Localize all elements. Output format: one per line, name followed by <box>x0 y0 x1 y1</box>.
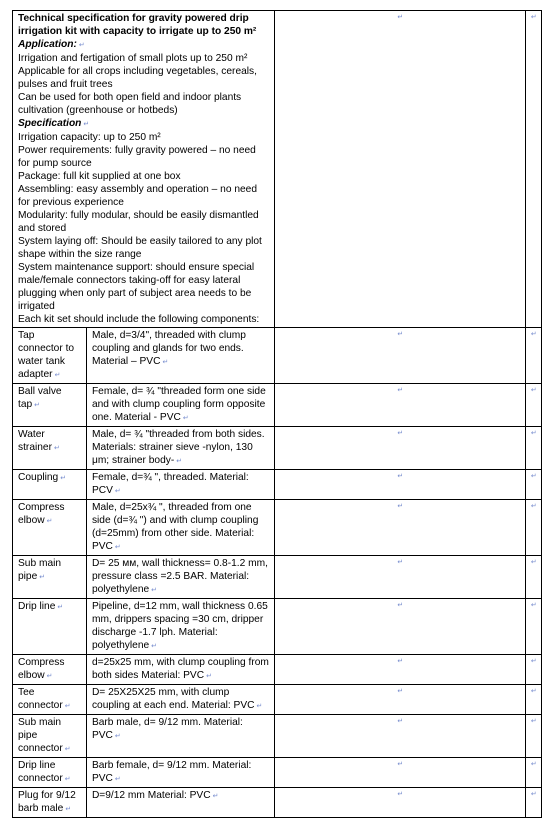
component-row <box>13 685 542 715</box>
component-description: D= 25 мм, wall thickness= 0.8-1.2 mm, pressure class =2.5 BAR. Material: polyethylene <box>91 558 268 595</box>
component-description: Pipeline, d=12 mm, wall thickness 0.65 mm, drippers spacing =30 cm, dripper discharge -1.7 lph. Material: polyethylene <box>91 601 268 651</box>
specification-line: Package: full kit supplied at one box <box>18 171 181 182</box>
component-row <box>13 715 542 758</box>
paragraph-mark-icon: ↵ <box>54 372 61 379</box>
cell-mark-icon: ↵ <box>530 387 537 394</box>
component-name: Tap connector to water tank adapter <box>18 330 75 380</box>
component-description: Male, d= ¾ "threaded from both sides. Materials: strainer sieve -nylon, 130 μm; strainer body- <box>91 429 265 466</box>
cell-mark-icon: ↵ <box>530 559 537 566</box>
component-empty-cell <box>274 328 525 384</box>
component-description-cell <box>86 788 274 818</box>
component-name-cell <box>13 384 87 427</box>
component-name-cell <box>13 328 87 384</box>
component-row <box>13 556 542 599</box>
component-description-cell <box>86 599 274 655</box>
cell-mark-icon: ↵ <box>397 559 404 566</box>
component-empty-cell <box>274 685 525 715</box>
paragraph-mark-icon: ↵ <box>60 475 67 482</box>
component-row <box>13 427 542 470</box>
specification-line: Assembling: easy assembly and operation – no need for previous experience <box>18 184 257 208</box>
component-row <box>13 599 542 655</box>
paragraph-mark-icon: ↵ <box>64 703 71 710</box>
specification-line: System laying off: Should be easily tailored to any plot shape within the size range <box>18 236 262 260</box>
paragraph-mark-icon: ↵ <box>206 673 212 680</box>
paragraph-mark-icon: ↵ <box>46 673 53 680</box>
component-description-cell <box>86 758 274 788</box>
component-description: D=9/12 mm Material: PVC <box>91 790 211 801</box>
component-empty-cell <box>274 470 525 500</box>
component-row <box>13 500 542 556</box>
cell-mark-icon: ↵ <box>530 688 537 695</box>
paragraph-mark-icon: ↵ <box>46 518 53 525</box>
cell-mark-icon: ↵ <box>397 791 404 798</box>
paragraph-mark-icon: ↵ <box>114 544 121 551</box>
spec-table <box>12 10 542 818</box>
component-description: Barb male, d= 9/12 mm. Material: PVC <box>91 717 243 741</box>
component-name: Sub main pipe connector <box>18 717 63 754</box>
paragraph-mark-icon: ↵ <box>64 776 71 783</box>
cell-mark-icon: ↵ <box>397 718 404 725</box>
specification-line: Irrigation capacity: up to 250 m² <box>18 132 161 143</box>
paragraph-mark-icon: ↵ <box>212 793 219 800</box>
component-end-cell <box>525 427 541 470</box>
cell-mark-icon: ↵ <box>397 688 404 695</box>
cell-mark-icon: ↵ <box>397 503 404 510</box>
component-description-cell <box>86 384 274 427</box>
cell-mark-icon: ↵ <box>530 473 537 480</box>
cell-mark-icon: ↵ <box>397 430 404 437</box>
component-description: Female, d= ¾ "threaded form one side and with clump coupling form opposite one. Material - PVC <box>91 386 266 423</box>
component-description: Male, d=3/4", threaded with clump coupling and glands for two ends. Material – PVC <box>91 330 246 367</box>
paragraph-mark-icon: ↵ <box>53 445 60 452</box>
paragraph-mark-icon: ↵ <box>162 359 169 366</box>
application-line: Irrigation and fertigation of small plots up to 250 m² <box>18 53 248 64</box>
cell-mark-icon: ↵ <box>397 331 404 338</box>
component-name-cell <box>13 500 87 556</box>
component-row <box>13 384 542 427</box>
cell-mark-icon: ↵ <box>530 602 537 609</box>
cell-mark-icon: ↵ <box>530 658 537 665</box>
cell-mark-icon: ↵ <box>530 761 537 768</box>
component-description-cell <box>86 500 274 556</box>
component-end-cell <box>525 685 541 715</box>
paragraph-mark-icon: ↵ <box>78 42 85 49</box>
application-heading: Application: <box>18 39 77 50</box>
cell-mark-icon: ↵ <box>530 331 537 338</box>
component-description: D= 25X25X25 mm, with clump coupling at each end. Material: PVC <box>91 687 255 711</box>
spec-empty-cell <box>274 11 525 328</box>
spec-header-row <box>13 11 542 328</box>
component-empty-cell <box>274 715 525 758</box>
component-name: Coupling <box>18 472 59 483</box>
document-page <box>12 10 542 818</box>
paragraph-mark-icon: ↵ <box>151 587 158 594</box>
component-description: d=25x25 mm, with clump coupling from both sides Material: PVC <box>91 657 269 681</box>
component-empty-cell <box>274 384 525 427</box>
paragraph-mark-icon: ↵ <box>176 458 183 465</box>
component-description-cell <box>86 685 274 715</box>
cell-mark-icon: ↵ <box>530 14 537 21</box>
component-empty-cell <box>274 500 525 556</box>
component-end-cell <box>525 384 541 427</box>
paragraph-mark-icon: ↵ <box>256 703 263 710</box>
specification-line: Each kit set should include the following components: <box>18 314 260 325</box>
component-name: Ball valve tap <box>18 386 62 410</box>
paragraph-mark-icon: ↵ <box>39 574 46 581</box>
cell-mark-icon: ↵ <box>397 658 404 665</box>
component-end-cell <box>525 758 541 788</box>
component-end-cell <box>525 328 541 384</box>
component-end-cell <box>525 556 541 599</box>
component-empty-cell <box>274 788 525 818</box>
component-name-cell <box>13 427 87 470</box>
paragraph-mark-icon: ↵ <box>182 415 189 422</box>
component-name: Sub main pipe <box>18 558 62 582</box>
component-name-cell <box>13 470 87 500</box>
paragraph-mark-icon: ↵ <box>114 776 121 783</box>
component-name-cell <box>13 599 87 655</box>
paragraph-mark-icon: ↵ <box>64 746 71 753</box>
cell-mark-icon: ↵ <box>530 718 537 725</box>
component-description: Male, d=25x¾ ", threaded from one side (d=¾ ") and with clump coupling (d=25mm) from other side. Material: PVC <box>91 502 259 552</box>
paragraph-mark-icon: ↵ <box>34 402 41 409</box>
component-description-cell <box>86 556 274 599</box>
specification-heading: Specification <box>18 118 82 129</box>
component-row <box>13 470 542 500</box>
component-description: Female, d=¾ ", threaded. Material: PCV <box>91 472 249 496</box>
cell-mark-icon: ↵ <box>530 503 537 510</box>
component-row <box>13 788 542 818</box>
component-row <box>13 328 542 384</box>
cell-mark-icon: ↵ <box>397 602 404 609</box>
component-name-cell <box>13 685 87 715</box>
application-line: Applicable for all crops including vegetables, cereals, pulses and fruit trees <box>18 66 257 90</box>
component-description-cell <box>86 655 274 685</box>
component-end-cell <box>525 500 541 556</box>
cell-mark-icon: ↵ <box>397 14 404 21</box>
component-end-cell <box>525 788 541 818</box>
component-end-cell <box>525 715 541 758</box>
component-name-cell <box>13 788 87 818</box>
specification-line: Modularity: fully modular, should be easily dismantled and stored <box>18 210 259 234</box>
spec-title: Technical specification for gravity powered drip irrigation kit with capacity to irrigate up to 250 m² <box>18 13 257 37</box>
specification-line: Power requirements: fully gravity powered – no need for pump source <box>18 145 256 169</box>
application-line: Can be used for both open field and indoor plants cultivation (greenhouse or hotbeds) <box>18 92 242 116</box>
paragraph-mark-icon: ↵ <box>151 643 158 650</box>
component-name-cell <box>13 758 87 788</box>
component-empty-cell <box>274 427 525 470</box>
component-end-cell <box>525 655 541 685</box>
component-name-cell <box>13 556 87 599</box>
component-row <box>13 758 542 788</box>
cell-mark-icon: ↵ <box>530 791 537 798</box>
cell-mark-icon: ↵ <box>397 387 404 394</box>
spec-end-cell <box>525 11 541 328</box>
component-name: Plug for 9/12 barb male <box>18 790 76 814</box>
component-row <box>13 655 542 685</box>
spec-description-cell <box>13 11 275 328</box>
paragraph-mark-icon: ↵ <box>83 121 90 128</box>
component-name: Drip line <box>18 601 56 612</box>
component-description-cell <box>86 427 274 470</box>
component-empty-cell <box>274 758 525 788</box>
component-description-cell <box>86 470 274 500</box>
component-description-cell <box>86 328 274 384</box>
component-end-cell <box>525 599 541 655</box>
component-name-cell <box>13 715 87 758</box>
component-empty-cell <box>274 599 525 655</box>
component-name: Drip line connector <box>18 760 63 784</box>
component-name: Compress elbow <box>18 502 65 526</box>
component-description: Barb female, d= 9/12 mm. Material: PVC <box>91 760 252 784</box>
specification-line: System maintenance support: should ensure special male/female connectors taking-off for easy lateral plugging when only part of subject area needs to be irrigated <box>18 262 255 312</box>
component-name: Compress elbow <box>18 657 65 681</box>
component-name-cell <box>13 655 87 685</box>
component-name: Tee connector <box>18 687 63 711</box>
component-empty-cell <box>274 655 525 685</box>
component-description-cell <box>86 715 274 758</box>
paragraph-mark-icon: ↵ <box>114 733 121 740</box>
component-empty-cell <box>274 556 525 599</box>
cell-mark-icon: ↵ <box>397 761 404 768</box>
paragraph-mark-icon: ↵ <box>65 806 72 813</box>
paragraph-mark-icon: ↵ <box>114 488 121 495</box>
cell-mark-icon: ↵ <box>397 473 404 480</box>
component-end-cell <box>525 470 541 500</box>
component-name: Water strainer <box>18 429 52 453</box>
paragraph-mark-icon: ↵ <box>57 604 64 611</box>
cell-mark-icon: ↵ <box>530 430 537 437</box>
